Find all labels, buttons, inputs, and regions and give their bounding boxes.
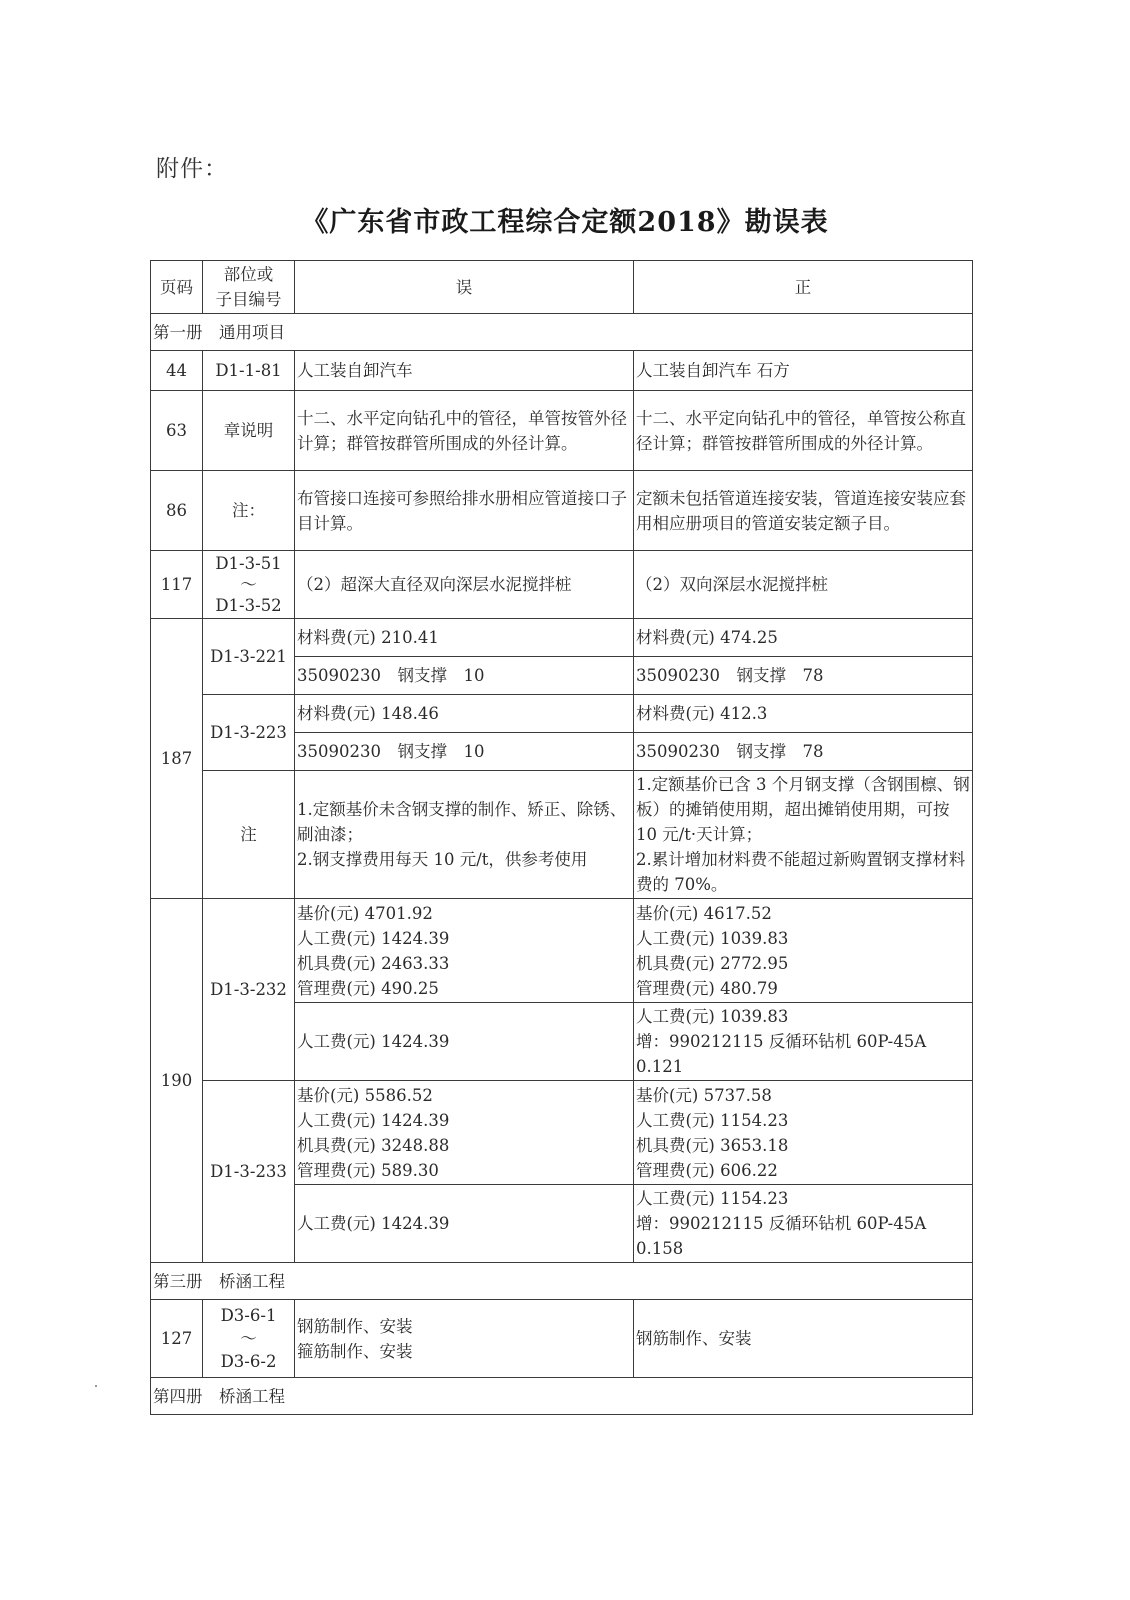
cell-code: 章说明: [203, 391, 295, 471]
table-row: [151, 471, 973, 551]
cell-wrong: 十二、水平定向钻孔中的管径，单管按管外径计算；群管按群管所围成的外径计算。: [295, 391, 634, 471]
cell-wrong: 人工费(元) 1424.39: [295, 1185, 634, 1263]
cell-correct: 定额未包括管道连接安装，管道连接安装应套用相应册项目的管道安装定额子目。: [634, 471, 973, 551]
section-vol3: 第三册 桥涵工程: [151, 1263, 973, 1300]
table-header-row: [151, 261, 973, 314]
table-row: [151, 391, 973, 471]
scan-speck: [95, 1385, 97, 1387]
cell-wrong: 基价(元) 4701.92 人工费(元) 1424.39 机具费(元) 2463.33 管理费(元) 490.25: [295, 899, 634, 1003]
cell-wrong: 35090230 钢支撑 10: [295, 657, 634, 695]
cell-wrong: 人工费(元) 1424.39: [295, 1003, 634, 1081]
cell-correct: 35090230 钢支撑 78: [634, 733, 973, 771]
table-row: [151, 695, 973, 733]
section-vol4: 第四册 桥涵工程: [151, 1378, 973, 1415]
errata-table: [150, 260, 973, 1415]
header-wrong: 误: [295, 261, 634, 314]
cell-code: 注：: [203, 471, 295, 551]
cell-code: D1-1-81: [203, 351, 295, 391]
cell-wrong: 35090230 钢支撑 10: [295, 733, 634, 771]
cell-code: D1-3-221: [203, 619, 295, 695]
cell-wrong: 钢筋制作、安装 箍筋制作、安装: [295, 1300, 634, 1378]
table-row: [151, 551, 973, 619]
header-page: 页码: [151, 261, 203, 314]
cell-code: 注: [203, 771, 295, 899]
cell-correct: 人工装自卸汽车 石方: [634, 351, 973, 391]
cell-page: 63: [151, 391, 203, 471]
cell-page: 86: [151, 471, 203, 551]
cell-correct: 十二、水平定向钻孔中的管径，单管按公称直径计算；群管按群管所围成的外径计算。: [634, 391, 973, 471]
cell-correct: 材料费(元) 474.25: [634, 619, 973, 657]
cell-correct: 基价(元) 5737.58 人工费(元) 1154.23 机具费(元) 3653.18 管理费(元) 606.22: [634, 1081, 973, 1185]
cell-wrong: 材料费(元) 210.41: [295, 619, 634, 657]
cell-correct: 基价(元) 4617.52 人工费(元) 1039.83 机具费(元) 2772.95 管理费(元) 480.79: [634, 899, 973, 1003]
cell-page: 117: [151, 551, 203, 619]
section-row: [151, 314, 973, 351]
table-row: [151, 351, 973, 391]
table-row: [151, 1300, 973, 1378]
table-row: [151, 771, 973, 899]
table-row: [151, 1081, 973, 1185]
section-row: [151, 1378, 973, 1415]
cell-correct: 钢筋制作、安装: [634, 1300, 973, 1378]
cell-page: 44: [151, 351, 203, 391]
cell-code: D1-3-232: [203, 899, 295, 1081]
section-vol1: 第一册 通用项目: [151, 314, 973, 351]
cell-page: 187: [151, 619, 203, 899]
cell-correct: 材料费(元) 412.3: [634, 695, 973, 733]
cell-correct: （2）双向深层水泥搅拌桩: [634, 551, 973, 619]
document-title: 《广东省市政工程综合定额2018》勘误表: [301, 207, 829, 238]
cell-code: D1-3-51 ～ D1-3-52: [203, 551, 295, 619]
cell-wrong: 人工装自卸汽车: [295, 351, 634, 391]
cell-wrong: 1.定额基价未含钢支撑的制作、矫正、除锈、刷油漆； 2.钢支撑费用每天 10 元/t，供参考使用: [295, 771, 634, 899]
cell-wrong: 材料费(元) 148.46: [295, 695, 634, 733]
cell-correct: 35090230 钢支撑 78: [634, 657, 973, 695]
cell-correct: 人工费(元) 1154.23 增：990212115 反循环钻机 60P-45A 0.158: [634, 1185, 973, 1263]
cell-page: 190: [151, 899, 203, 1263]
cell-code: D1-3-233: [203, 1081, 295, 1263]
cell-code: D3-6-1 ～ D3-6-2: [203, 1300, 295, 1378]
attachment-label: 附件：: [156, 156, 228, 182]
section-row: [151, 1263, 973, 1300]
cell-correct: 人工费(元) 1039.83 增：990212115 反循环钻机 60P-45A 0.121: [634, 1003, 973, 1081]
table-row: [151, 619, 973, 657]
cell-wrong: 布管接口连接可参照给排水册相应管道接口子目计算。: [295, 471, 634, 551]
cell-correct: 1.定额基价已含 3 个月钢支撑（含钢围檩、钢板）的摊销使用期，超出摊销使用期，可按 10 元/t·天计算； 2.累计增加材料费不能超过新购置钢支撑材料费的 70%。: [634, 771, 973, 899]
cell-wrong: 基价(元) 5586.52 人工费(元) 1424.39 机具费(元) 3248.88 管理费(元) 589.30: [295, 1081, 634, 1185]
header-code: 部位或 子目编号: [203, 261, 295, 314]
header-correct: 正: [634, 261, 973, 314]
cell-wrong: （2）超深大直径双向深层水泥搅拌桩: [295, 551, 634, 619]
cell-code: D1-3-223: [203, 695, 295, 771]
table-row: [151, 899, 973, 1003]
cell-page: 127: [151, 1300, 203, 1378]
